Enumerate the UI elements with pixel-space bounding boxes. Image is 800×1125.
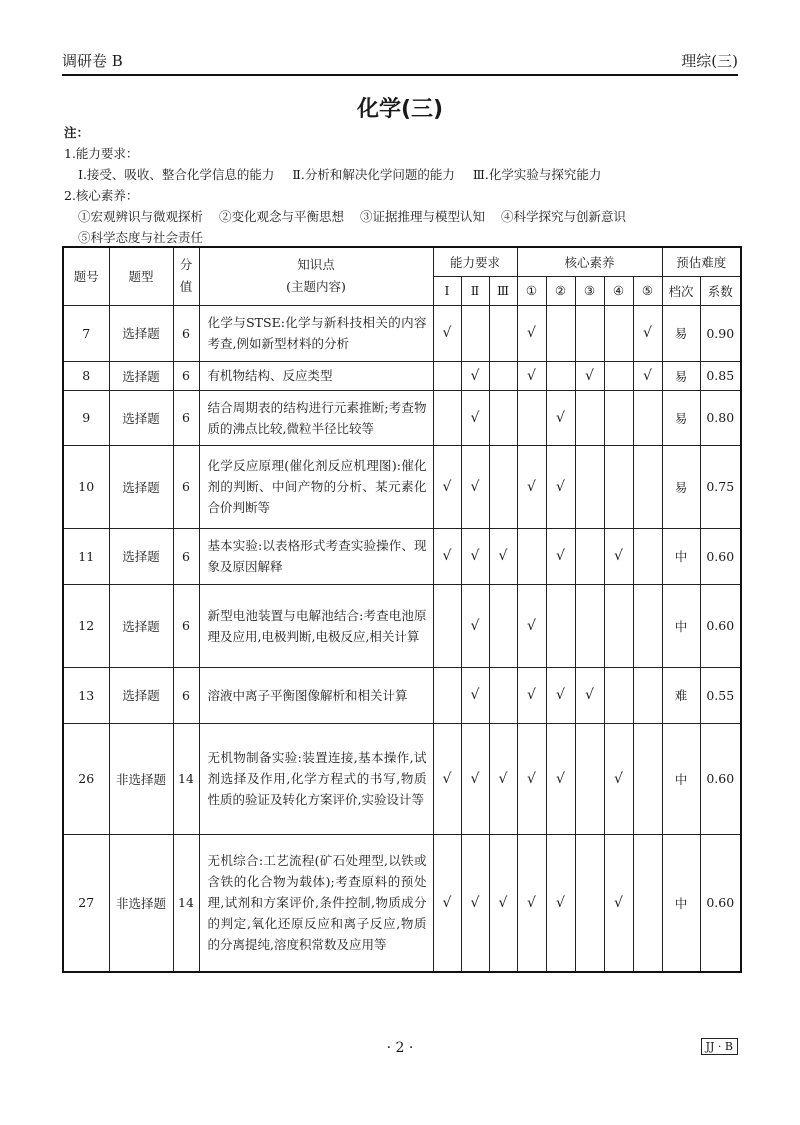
literacy-item-3: ③证据推理与模型认知 [360, 209, 486, 224]
cell-ability-3 [489, 584, 517, 667]
ability-list [64, 164, 744, 185]
cell-type: 选择题 [109, 390, 173, 445]
cell-literacy-5 [633, 584, 662, 667]
cell-level: 易 [662, 361, 700, 390]
cell-ability-2 [461, 305, 489, 361]
table-row [63, 390, 741, 445]
cell-ability-3 [489, 445, 517, 528]
page-number: · 2 · [386, 1040, 414, 1056]
cell-ability-1: √ [433, 445, 461, 528]
cell-literacy-1: √ [517, 305, 546, 361]
cell-literacy-2: √ [546, 834, 575, 972]
cell-coef: 0.60 [700, 584, 741, 667]
cell-ability-2: √ [461, 445, 489, 528]
cell-type: 选择题 [109, 584, 173, 667]
cell-level: 中 [662, 584, 700, 667]
cell-score: 6 [173, 584, 199, 667]
cell-knowledge: 基本实验:以表格形式考查实验操作、现象及原因解释 [199, 528, 433, 584]
cell-coef: 0.60 [700, 723, 741, 834]
cell-literacy-3 [575, 584, 604, 667]
header-literacy-col: ② [546, 276, 575, 305]
cell-literacy-1 [517, 528, 546, 584]
literacy-list-line1 [64, 206, 744, 227]
cell-ability-1 [433, 361, 461, 390]
cell-knowledge: 新型电池装置与电解池结合:考查电池原理及应用,电极判断,电极反应,相关计算 [199, 584, 433, 667]
cell-num: 13 [63, 667, 109, 723]
literacy-item-1: ①宏观辨识与微观探析 [78, 209, 204, 224]
cell-ability-1: √ [433, 723, 461, 834]
header-num: 题号 [63, 247, 109, 305]
cell-literacy-5 [633, 723, 662, 834]
header-subject: 理综(三) [681, 52, 738, 70]
cell-type: 选择题 [109, 667, 173, 723]
cell-num: 9 [63, 390, 109, 445]
cell-literacy-5: √ [633, 305, 662, 361]
cell-score: 6 [173, 305, 199, 361]
header-ability: 能力要求 [433, 247, 517, 276]
cell-ability-3 [489, 305, 517, 361]
cell-num: 26 [63, 723, 109, 834]
cell-level: 中 [662, 723, 700, 834]
literacy-item-4: ④科学探究与创新意识 [501, 209, 627, 224]
cell-ability-2: √ [461, 528, 489, 584]
cell-literacy-3: √ [575, 361, 604, 390]
cell-score: 6 [173, 528, 199, 584]
table-row [63, 834, 741, 972]
cell-literacy-2: √ [546, 390, 575, 445]
cell-literacy-3: √ [575, 667, 604, 723]
cell-ability-1 [433, 584, 461, 667]
cell-score: 6 [173, 361, 199, 390]
cell-level: 中 [662, 528, 700, 584]
cell-literacy-2: √ [546, 528, 575, 584]
cell-knowledge: 结合周期表的结构进行元素推断;考查物质的沸点比较,微粒半径比较等 [199, 390, 433, 445]
cell-literacy-1: √ [517, 667, 546, 723]
cell-coef: 0.80 [700, 390, 741, 445]
ability-title: 1.能力要求： [64, 146, 139, 161]
cell-knowledge: 无机物制备实验:装置连接,基本操作,试剂选择及作用,化学方程式的书写,物质性质的验证及转化方案评价,实验设计等 [199, 723, 433, 834]
header-score [173, 247, 199, 305]
cell-num: 7 [63, 305, 109, 361]
header-type: 题型 [109, 247, 173, 305]
table-row [63, 667, 741, 723]
header-knowledge-bottom: (主题内容) [286, 279, 346, 295]
cell-literacy-5 [633, 667, 662, 723]
cell-coef: 0.75 [700, 445, 741, 528]
cell-literacy-2: √ [546, 723, 575, 834]
page-title: 化学(三) [356, 97, 444, 122]
cell-ability-1 [433, 667, 461, 723]
cell-type: 非选择题 [109, 723, 173, 834]
cell-literacy-3 [575, 834, 604, 972]
cell-coef: 0.55 [700, 667, 741, 723]
cell-score: 6 [173, 667, 199, 723]
literacy-item-5: ⑤科学态度与社会责任 [78, 230, 204, 245]
cell-literacy-3 [575, 305, 604, 361]
cell-ability-3: √ [489, 834, 517, 972]
table-row [63, 305, 741, 361]
header-score-top: 分 [179, 257, 193, 273]
cell-ability-2: √ [461, 361, 489, 390]
header-ability-col: Ⅰ [433, 276, 461, 305]
notes-section [64, 122, 744, 248]
cell-ability-3: √ [489, 528, 517, 584]
cell-literacy-4 [604, 361, 633, 390]
header-difficulty: 预估难度 [662, 247, 741, 276]
cell-literacy-5 [633, 445, 662, 528]
cell-literacy-4: √ [604, 528, 633, 584]
cell-literacy-4: √ [604, 723, 633, 834]
cell-ability-1: √ [433, 834, 461, 972]
cell-literacy-1: √ [517, 361, 546, 390]
table-row [63, 528, 741, 584]
cell-literacy-2 [546, 305, 575, 361]
specification-table [62, 246, 742, 973]
cell-knowledge: 有机物结构、反应类型 [199, 361, 433, 390]
header-literacy: 核心素养 [517, 247, 662, 276]
cell-coef: 0.60 [700, 528, 741, 584]
cell-ability-1 [433, 390, 461, 445]
cell-ability-3 [489, 361, 517, 390]
ability-item-2: Ⅱ.分析和解决化学问题的能力 [292, 167, 455, 182]
cell-literacy-4 [604, 305, 633, 361]
cell-literacy-1: √ [517, 445, 546, 528]
header-ability-col: Ⅲ [489, 276, 517, 305]
cell-ability-3: √ [489, 723, 517, 834]
header-exam-name: 调研卷 B [62, 52, 123, 70]
cell-num: 11 [63, 528, 109, 584]
cell-score: 6 [173, 390, 199, 445]
header-knowledge-top: 知识点 [297, 257, 335, 273]
cell-knowledge: 化学反应原理(催化剂反应机理图):催化剂的判断、中间产物的分析、某元素化合价判断等 [199, 445, 433, 528]
cell-knowledge: 化学与STSE:化学与新科技相关的内容考查,例如新型材料的分析 [199, 305, 433, 361]
header-literacy-col: ① [517, 276, 546, 305]
header-literacy-col: ⑤ [633, 276, 662, 305]
cell-ability-2: √ [461, 390, 489, 445]
cell-ability-2: √ [461, 584, 489, 667]
cell-literacy-5 [633, 390, 662, 445]
cell-literacy-4 [604, 584, 633, 667]
cell-literacy-3 [575, 445, 604, 528]
cell-score: 14 [173, 834, 199, 972]
header-ability-col: Ⅱ [461, 276, 489, 305]
cell-type: 选择题 [109, 305, 173, 361]
cell-score: 6 [173, 445, 199, 528]
cell-num: 10 [63, 445, 109, 528]
cell-literacy-4 [604, 667, 633, 723]
cell-level: 中 [662, 834, 700, 972]
notes-label-line [64, 122, 744, 143]
cell-num: 8 [63, 361, 109, 390]
cell-ability-1: √ [433, 528, 461, 584]
cell-num: 27 [63, 834, 109, 972]
header-rule [62, 74, 738, 76]
cell-coef: 0.60 [700, 834, 741, 972]
cell-ability-2: √ [461, 723, 489, 834]
cell-knowledge: 溶液中离子平衡图像解析和相关计算 [199, 667, 433, 723]
cell-literacy-1: √ [517, 834, 546, 972]
cell-literacy-4: √ [604, 834, 633, 972]
cell-literacy-1: √ [517, 723, 546, 834]
cell-num: 12 [63, 584, 109, 667]
cell-literacy-1 [517, 390, 546, 445]
table-row [63, 584, 741, 667]
cell-type: 选择题 [109, 361, 173, 390]
cell-literacy-2 [546, 361, 575, 390]
header-coef: 系数 [700, 276, 741, 305]
cell-score: 14 [173, 723, 199, 834]
cell-literacy-3 [575, 390, 604, 445]
header-level: 档次 [662, 276, 700, 305]
header-knowledge [199, 247, 433, 305]
literacy-list-line2 [64, 227, 744, 248]
cell-ability-2: √ [461, 667, 489, 723]
literacy-title: 2.核心素养： [64, 188, 139, 203]
cell-coef: 0.85 [700, 361, 741, 390]
cell-literacy-5: √ [633, 361, 662, 390]
cell-literacy-2 [546, 584, 575, 667]
header-score-bottom: 值 [179, 279, 193, 295]
cell-level: 易 [662, 445, 700, 528]
ability-item-3: Ⅲ.化学实验与探究能力 [472, 167, 602, 182]
cell-coef: 0.90 [700, 305, 741, 361]
cell-literacy-1: √ [517, 584, 546, 667]
cell-type: 非选择题 [109, 834, 173, 972]
cell-level: 易 [662, 305, 700, 361]
cell-literacy-3 [575, 723, 604, 834]
table-row [63, 361, 741, 390]
cell-literacy-4 [604, 390, 633, 445]
cell-ability-2: √ [461, 834, 489, 972]
ability-item-1: Ⅰ.接受、吸收、整合化学信息的能力 [78, 167, 275, 182]
cell-knowledge: 无机综合:工艺流程(矿石处理型,以铁或含铁的化合物为载体);考查原料的预处理,试剂和方案评价,条件控制,物质成分的判定,氧化还原反应和离子反应,物质的分离提纯,溶度积常数及应用等 [199, 834, 433, 972]
cell-literacy-5 [633, 528, 662, 584]
notes-label: 注： [64, 125, 90, 140]
cell-ability-1: √ [433, 305, 461, 361]
header-literacy-col: ④ [604, 276, 633, 305]
table-row [63, 723, 741, 834]
cell-literacy-4 [604, 445, 633, 528]
cell-literacy-2: √ [546, 445, 575, 528]
cell-ability-3 [489, 667, 517, 723]
header-literacy-col: ③ [575, 276, 604, 305]
cell-literacy-3 [575, 528, 604, 584]
cell-level: 易 [662, 390, 700, 445]
literacy-item-2: ②变化观念与平衡思想 [219, 209, 345, 224]
cell-ability-3 [489, 390, 517, 445]
paper-code: JJ · B [701, 1038, 738, 1055]
table-body [63, 305, 741, 972]
cell-type: 选择题 [109, 528, 173, 584]
table-row [63, 445, 741, 528]
cell-type: 选择题 [109, 445, 173, 528]
cell-level: 难 [662, 667, 700, 723]
cell-literacy-5 [633, 834, 662, 972]
cell-literacy-2: √ [546, 667, 575, 723]
